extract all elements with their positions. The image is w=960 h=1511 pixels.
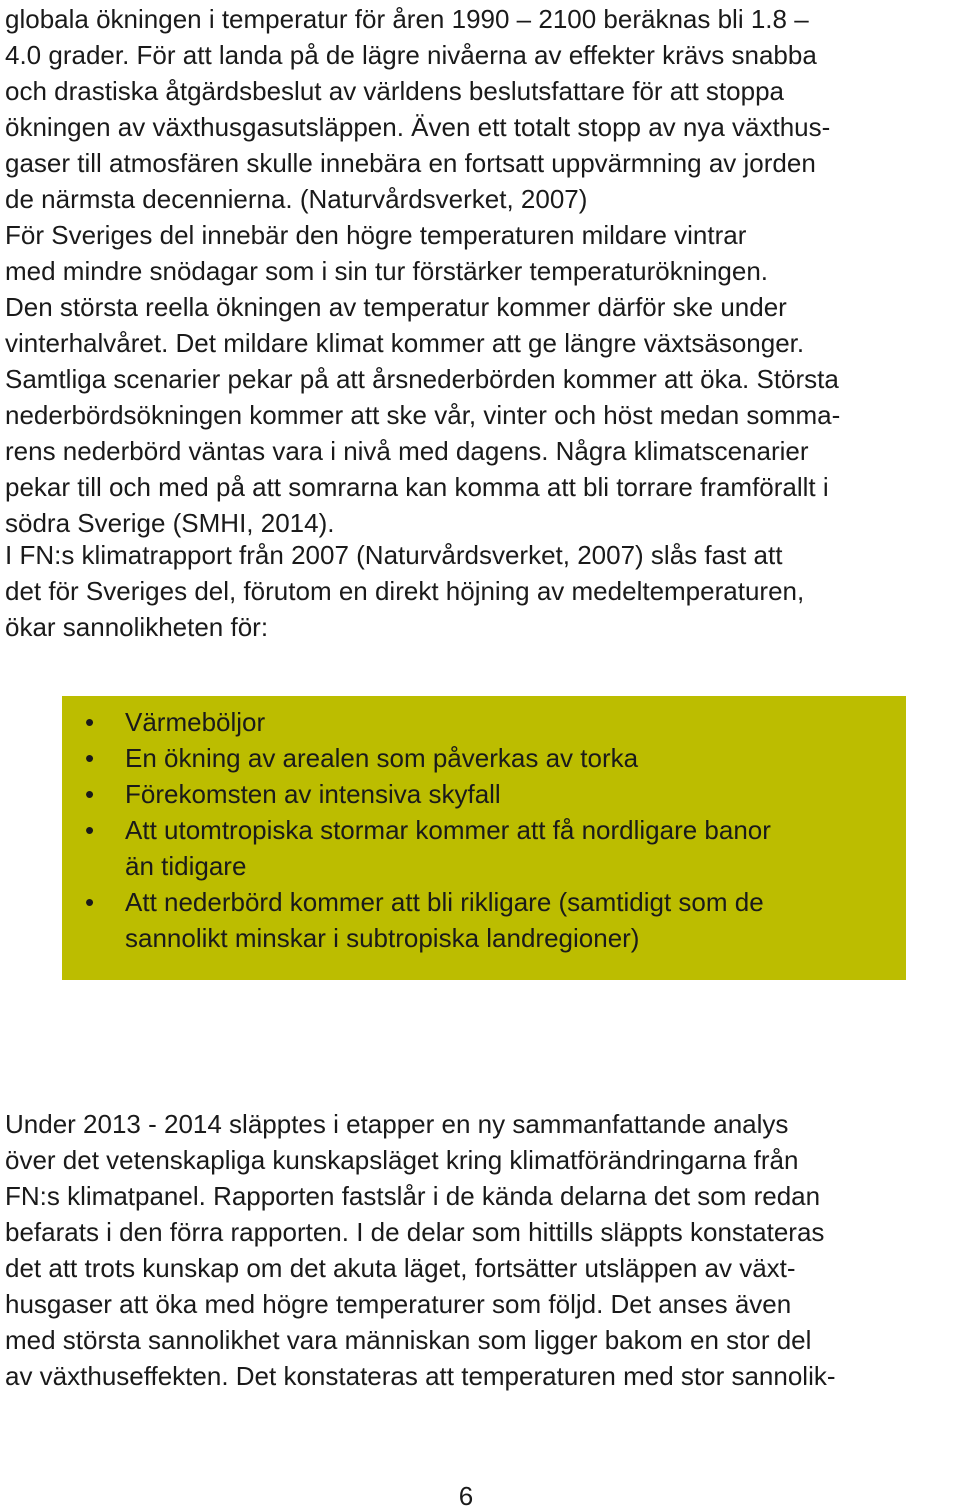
text-line: södra Sverige (SMHI, 2014). <box>5 508 335 538</box>
text-line: rens nederbörd väntas vara i nivå med dagens. Några klimatscenarier <box>5 436 809 466</box>
list-item <box>62 740 771 776</box>
text-line: med mindre snödagar som i sin tur förstärker temperaturökningen. <box>5 256 769 286</box>
bullet-icon: • <box>85 887 95 917</box>
text-line: husgaser att öka med högre temperaturer som följd. Det anses även <box>5 1289 792 1319</box>
text-line: ökar sannolikheten för: <box>5 612 269 642</box>
text-line: det för Sveriges del, förutom en direkt höjning av medeltemperaturen, <box>5 576 805 606</box>
text-line: globala ökningen i temperatur för åren 1990 – 2100 beräknas bli 1.8 – <box>5 4 809 34</box>
bullet-list <box>62 704 771 956</box>
list-item <box>62 812 771 884</box>
list-item <box>62 776 771 812</box>
text-line: 4.0 grader. För att landa på de lägre nivåerna av effekter krävs snabba <box>5 40 817 70</box>
list-item-text: Att utomtropiska stormar kommer att få nordligare banor <box>125 815 771 845</box>
text-line: befarats i den förra rapporten. I de delar som hittills släppts konstateras <box>5 1217 825 1247</box>
text-line: vinterhalvåret. Det mildare klimat kommer att ge längre växtsäsonger. <box>5 328 805 358</box>
text-line: ökningen av växthusgasutsläppen. Även ett totalt stopp av nya växthus- <box>5 112 831 142</box>
page-number: 6 <box>458 1481 474 1511</box>
text-line: I FN:s klimatrapport från 2007 (Naturvårdsverket, 2007) slås fast att <box>5 540 783 570</box>
text-line: pekar till och med på att somrarna kan komma att bli torrare framförallt i <box>5 472 829 502</box>
list-item-text: Värmeböljor <box>125 707 266 737</box>
bullet-icon: • <box>85 707 95 737</box>
bullet-icon: • <box>85 815 95 845</box>
text-line: över det vetenskapliga kunskapsläget kring klimatförändringarna från <box>5 1145 799 1175</box>
paragraph-ipcc-2013-2014 <box>5 1106 836 1394</box>
list-item-text: Att nederbörd kommer att bli rikligare (samtidigt som de <box>125 887 764 917</box>
text-line: Under 2013 - 2014 släpptes i etapper en ny sammanfattande analys <box>5 1109 789 1139</box>
text-line: FN:s klimatpanel. Rapporten fastslår i de kända delarna det som redan <box>5 1181 821 1211</box>
list-item-text: En ökning av arealen som påverkas av torka <box>125 743 639 773</box>
text-line: av växthuseffekten. Det konstateras att temperaturen med stor sannolik- <box>5 1361 836 1391</box>
list-item-text: sannolikt minskar i subtropiska landregioner) <box>125 923 640 953</box>
text-line: det att trots kunskap om det akuta läget, fortsätter utsläppen av växt- <box>5 1253 796 1283</box>
paragraph-fn-report-2007 <box>5 537 804 645</box>
text-line: de närmsta decennierna. (Naturvårdsverket, 2007) <box>5 184 588 214</box>
text-line: Den största reella ökningen av temperatur kommer därför ske under <box>5 292 787 322</box>
paragraph-temperature-effects <box>5 1 840 541</box>
list-item-text: än tidigare <box>125 851 247 881</box>
text-line: För Sveriges del innebär den högre temperaturen mildare vintrar <box>5 220 747 250</box>
list-item-text: Förekomsten av intensiva skyfall <box>125 779 501 809</box>
text-line: nederbördsökningen kommer att ske vår, vinter och höst medan somma- <box>5 400 841 430</box>
highlight-bullet-box <box>62 696 906 980</box>
text-line: Samtliga scenarier pekar på att årsnederbörden kommer att öka. Största <box>5 364 839 394</box>
bullet-icon: • <box>85 743 95 773</box>
text-line: med största sannolikhet vara människan som ligger bakom en stor del <box>5 1325 812 1355</box>
list-item <box>62 884 771 956</box>
text-line: och drastiska åtgärdsbeslut av världens beslutsfattare för att stoppa <box>5 76 784 106</box>
list-item <box>62 704 771 740</box>
bullet-icon: • <box>85 779 95 809</box>
text-line: gaser till atmosfären skulle innebära en fortsatt uppvärmning av jorden <box>5 148 816 178</box>
